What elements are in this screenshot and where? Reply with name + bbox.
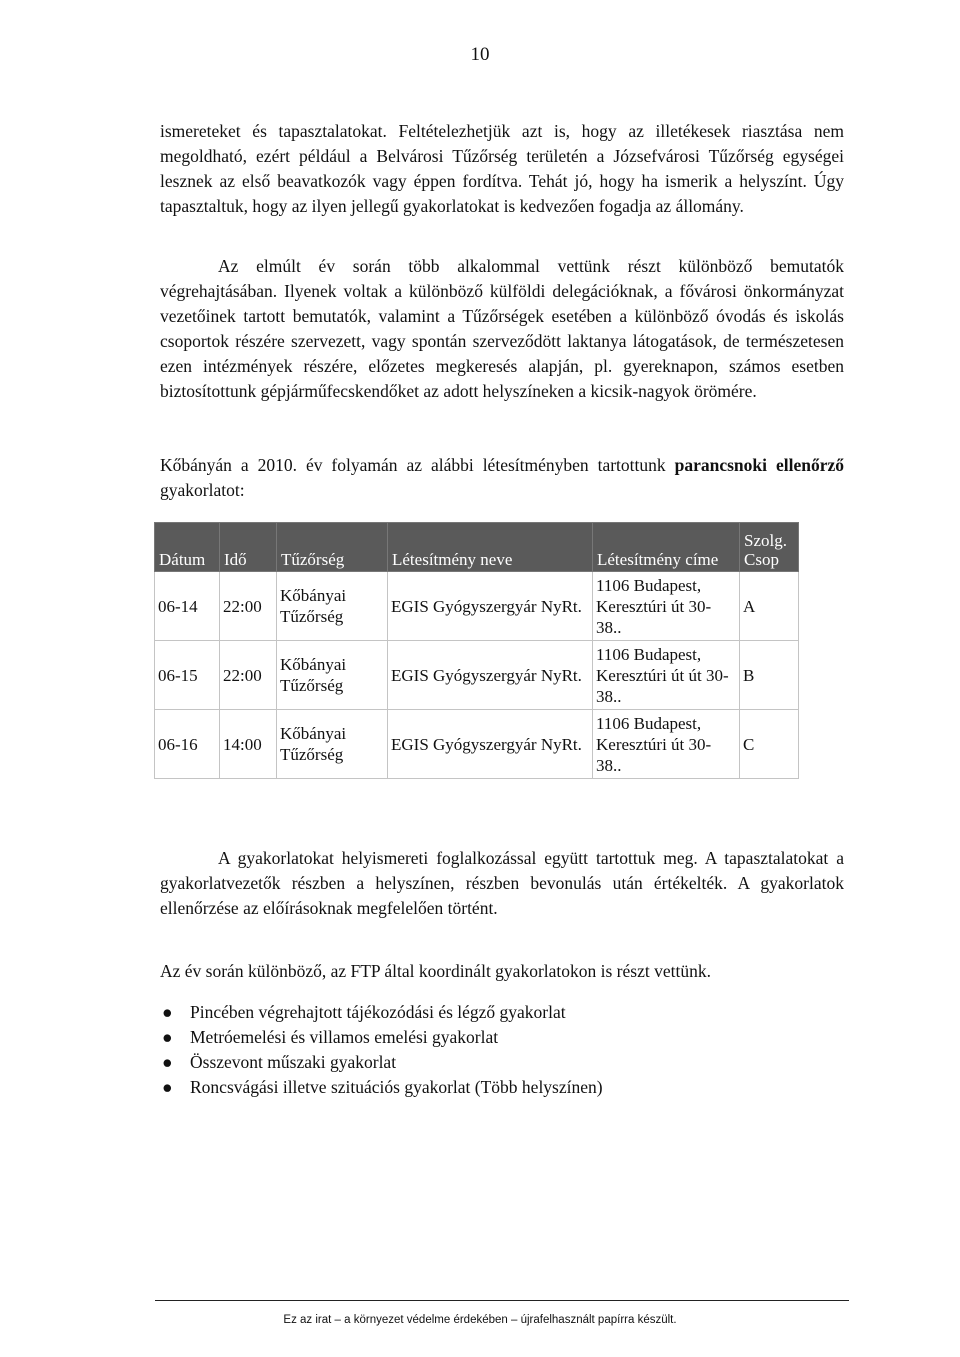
footer-note: Ez az irat – a környezet védelme érdekében – újrafelhasznált papírra készült. (283, 1314, 677, 1326)
list-item-text: Pincében végrehajtott tájékozódási és légző gyakorlat (190, 1002, 566, 1022)
text-run: Kőbányán a 2010. év folyamán az alábbi létesítményben tartottunk (160, 455, 675, 475)
paragraph-intro (160, 119, 844, 219)
table-header-row (155, 523, 799, 572)
bullet-icon: ● (162, 1002, 173, 1022)
header-address: Létesítmény címe (593, 523, 740, 572)
cell-time: 22:00 (220, 572, 277, 641)
cell-shift: C (740, 710, 799, 779)
table-row (155, 641, 799, 710)
cell-shift: B (740, 641, 799, 710)
cell-unit: Kőbányai Tűzőrség (277, 641, 388, 710)
drills-table (154, 522, 799, 779)
cell-unit: Kőbányai Tűzőrség (277, 572, 388, 641)
cell-address: 1106 Budapest, Keresztúri út 30-38.. (593, 710, 740, 779)
cell-time: 14:00 (220, 710, 277, 779)
page-number: 10 (470, 44, 490, 65)
table-row (155, 572, 799, 641)
bold-text: parancsnoki ellenőrző (674, 455, 844, 475)
header-facility: Létesítmény neve (388, 523, 593, 572)
list-item (160, 1050, 844, 1075)
cell-date: 06-16 (155, 710, 220, 779)
paragraph-text: Az év során különböző, az FTP által koordinált gyakorlatokon is részt vettünk. (160, 961, 711, 981)
cell-date: 06-14 (155, 572, 220, 641)
cell-date: 06-15 (155, 641, 220, 710)
header-time: Idő (220, 523, 277, 572)
drill-list (160, 1000, 844, 1100)
cell-shift: A (740, 572, 799, 641)
paragraph-text (160, 453, 844, 503)
paragraph-demonstrations (160, 254, 844, 404)
list-item (160, 1000, 844, 1025)
bullet-icon: ● (162, 1052, 173, 1072)
header-date: Dátum (155, 523, 220, 572)
bullet-icon: ● (162, 1077, 173, 1097)
table-row (155, 710, 799, 779)
list-item (160, 1075, 844, 1100)
paragraph-text: ismereteket és tapasztalatokat. Feltételezhetjük azt is, hogy az illetékesek riasztása nem megoldható, ezért például a Belvárosi Tűzőrség területén a Józsefvárosi Tűzőrség egységei lesznek az első beavatkozók vagy éppen fordítva. Tehát jó, hogy ha ismerik a helyszínt. Úgy tapasztaltuk, hogy az ilyen jellegű gyakorlatokat is kedvezően fogadja az állomány. (160, 121, 844, 216)
header-unit: Tűzőrség (277, 523, 388, 572)
paragraph-ftp-drills (160, 959, 844, 984)
cell-address: 1106 Budapest, Keresztúri út 30-38.. (593, 572, 740, 641)
text-run: gyakorlatot: (160, 480, 245, 500)
cell-facility: EGIS Gyógyszergyár NyRt. (388, 641, 593, 710)
cell-facility: EGIS Gyógyszergyár NyRt. (388, 572, 593, 641)
cell-address: 1106 Budapest, Keresztúri út út 30-38.. (593, 641, 740, 710)
paragraph-text: A gyakorlatokat helyismereti foglalkozással együtt tartottuk meg. A tapasztalatokat a gyakorlatvezetők részben a helyszínen, részben bevonulás után értékelték. A gyakorlatok ellenőrzése az előírásoknak megfelelően történt. (160, 848, 844, 918)
paragraph-table-intro (160, 453, 844, 503)
list-item-text: Metróemelési és villamos emelési gyakorlat (190, 1027, 499, 1047)
list-item (160, 1025, 844, 1050)
header-shift: Szolg. Csop (740, 523, 799, 572)
bullet-icon: ● (162, 1027, 173, 1047)
paragraph-text: Az elmúlt év során több alkalommal vettünk részt különböző bemutatók végrehajtásában. Ilyenek voltak a különböző külföldi delegációknak, a fővárosi önkormányzat vezetőinek tartott bemutatók, valamint a Tűzőrségek esetében a különböző óvodás és iskolás csoportok részére szervezett, vagy spontán szerveződött laktanya látogatások, de természetesen ezen intézmények részére, előzetes megkeresés alapján, pl. gyereknapon, számos esetben biztosítottunk gépjárműfecskendőket az adott helyszíneken a kicsik-nagyok örömére. (160, 256, 844, 401)
list-item-text: Összevont műszaki gyakorlat (190, 1052, 397, 1072)
paragraph-evaluation (160, 846, 844, 921)
cell-unit: Kőbányai Tűzőrség (277, 710, 388, 779)
footer-divider (155, 1300, 849, 1301)
cell-facility: EGIS Gyógyszergyár NyRt. (388, 710, 593, 779)
cell-time: 22:00 (220, 641, 277, 710)
list-item-text: Roncsvágási illetve szituációs gyakorlat (Több helyszínen) (190, 1077, 603, 1097)
